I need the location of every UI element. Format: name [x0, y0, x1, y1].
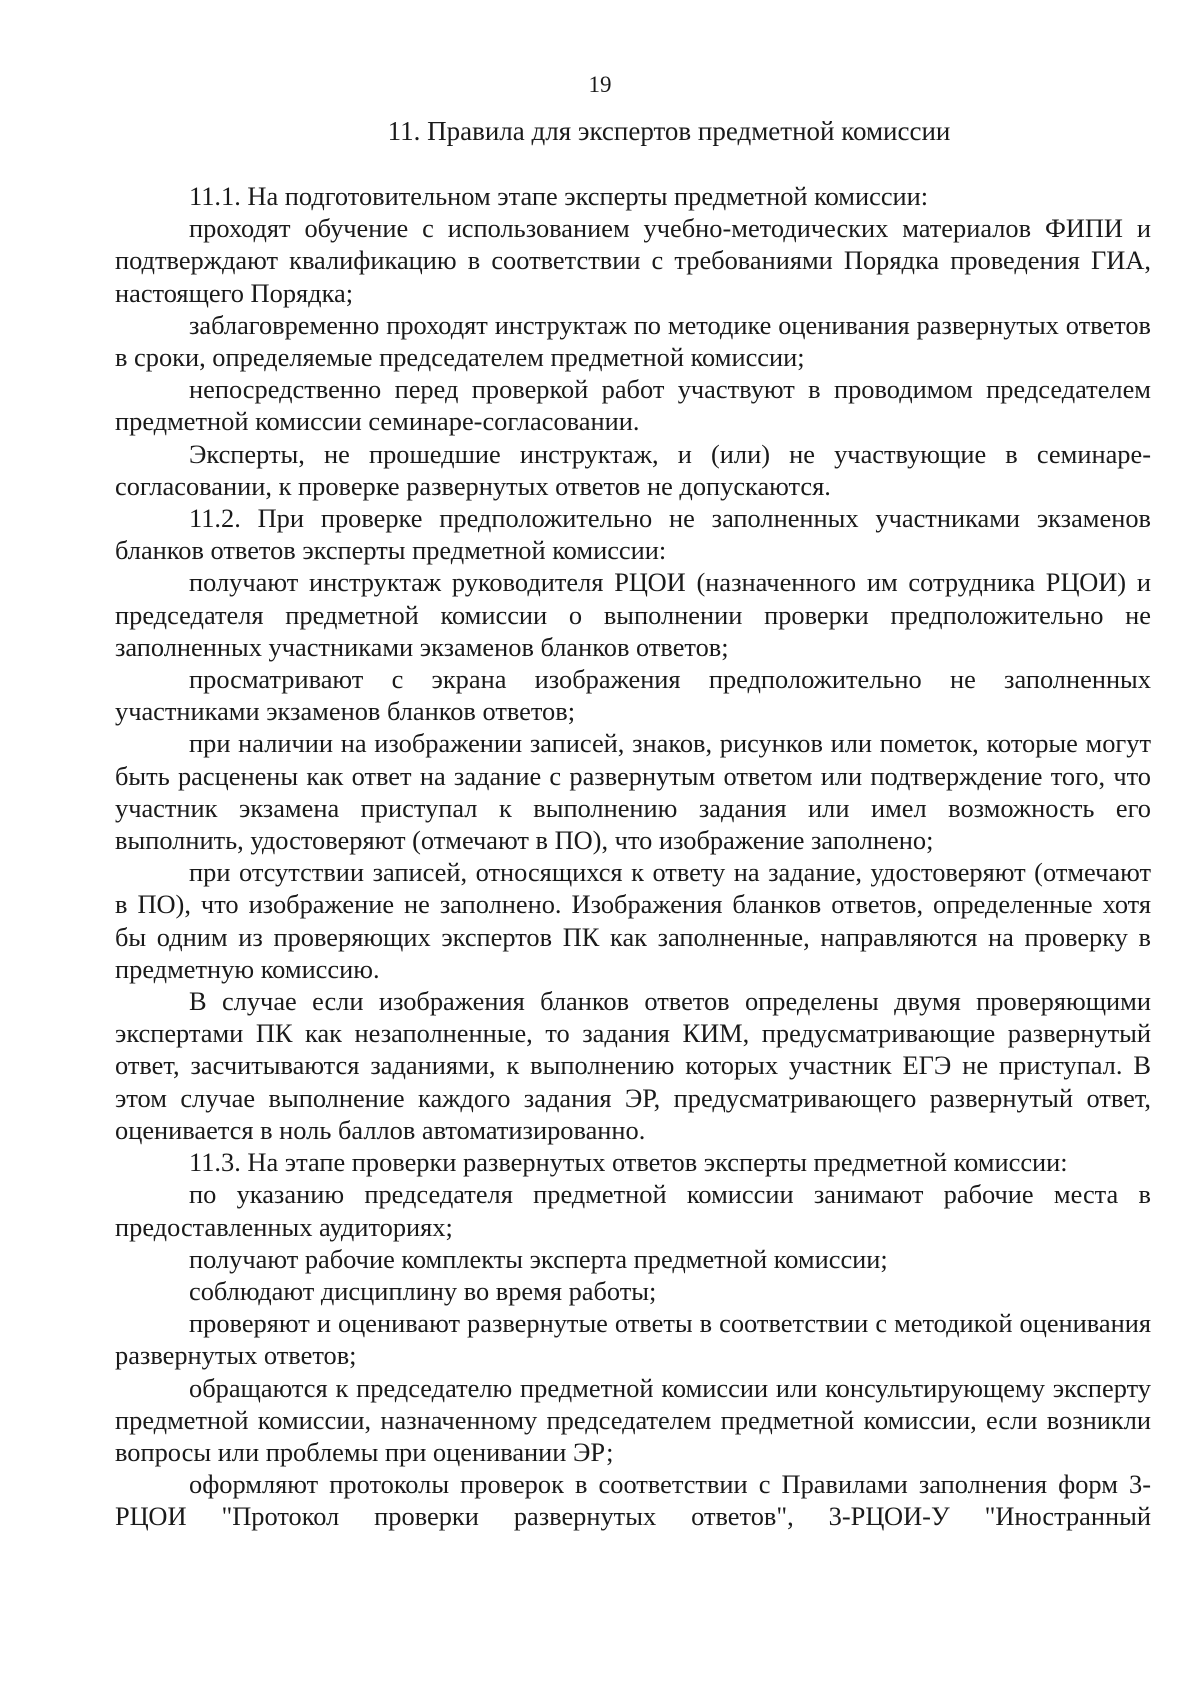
paragraph-not-filled: при отсутствии записей, относящихся к ответу на задание, удостоверяют (отмечают в ПО), что изображение не заполнено. Изображения бланков ответов, определенные хотя бы одним из проверяющих экспертов ПК как заполненные, направляются на проверку в предметную комиссию. — [115, 857, 1151, 984]
paragraph-11-3: 11.3. На этапе проверки развернутых ответов эксперты предметной комиссии: — [189, 1147, 1068, 1178]
paragraph-workplaces: по указанию председателя предметной комиссии занимают рабочие места в предоставленных аудиториях; — [115, 1179, 1151, 1242]
paragraph-training: проходят обучение с использованием учебно-методических материалов ФИПИ и подтверждают квалификацию в соответствии с требованиями Порядка проведения ГИА, настоящего Порядка; — [115, 213, 1151, 308]
paragraph-discipline: соблюдают дисциплину во время работы; — [189, 1275, 657, 1306]
paragraph-view-images: просматривают с экрана изображения предположительно не заполненных участниками экзаменов бланков ответов; — [115, 664, 1151, 727]
paragraph-filled: при наличии на изображении записей, знаков, рисунков или пометок, которые могут быть расценены как ответ на задание с развернутым ответом или подтверждение того, что участник экзамена приступал к выполнению задания или имел возможность его выполнить, удостоверяют (отмечают в ПО), что изображение заполнено; — [115, 728, 1151, 856]
paragraph-instruction: получают инструктаж руководителя РЦОИ (назначенного им сотрудника РЦОИ) и председателя предметной комиссии о выполнении проверки предположительно не заполненных участниками экзаменов бланков ответов; — [115, 567, 1151, 662]
paragraph-11-2: 11.2. При проверке предположительно не заполненных участниками экзаменов бланков ответов эксперты предметной комиссии: — [115, 503, 1151, 566]
paragraph-seminar: непосредственно перед проверкой работ участвуют в проводимом председателем предметной комиссии семинаре-согласовании. — [115, 374, 1151, 437]
paragraph-two-experts: В случае если изображения бланков ответов определены двумя проверяющими экспертами ПК как незаполненные, то задания КИМ, предусматривающие развернутый ответ, засчитываются заданиями, к выполнению которых участник ЕГЭ не приступал. В этом случае выполнение каждого задания ЭР, предусматривающего развернутый ответ, оценивается в ноль баллов автоматизированно. — [115, 986, 1151, 1145]
page-number: 19 — [588, 72, 612, 97]
paragraph-briefing: заблаговременно проходят инструктаж по методике оценивания развернутых ответов в сроки, определяемые председателем предметной комиссии; — [115, 309, 1151, 373]
paragraph-admission: Эксперты, не прошедшие инструктаж, и (или) не участвующие в семинаре-согласовании, к проверке развернутых ответов не допускаются. — [115, 438, 1151, 501]
paragraph-consult: обращаются к председателю предметной комиссии или консультирующему эксперту предметной комиссии, назначенному председателем предметной комиссии, если возникли вопросы или проблемы при оценивании ЭР; — [115, 1372, 1151, 1467]
paragraph-11-1: 11.1. На подготовительном этапе эксперты предметной комиссии: — [189, 181, 929, 211]
paragraph-evaluate: проверяют и оценивают развернутые ответы в соответствии с методикой оценивания развернутых ответов; — [115, 1308, 1151, 1371]
document-body — [115, 180, 1151, 1533]
section-title: 11. Правила для экспертов предметной комиссии — [387, 116, 951, 146]
paragraph-protocols: оформляют протоколы проверок в соответствии с Правилами заполнения форм 3-РЦОИ "Протокол проверки развернутых ответов", 3-РЦОИ-У "Иностранный — [115, 1469, 1151, 1532]
paragraph-kits: получают рабочие комплекты эксперта предметной комиссии; — [189, 1243, 888, 1274]
